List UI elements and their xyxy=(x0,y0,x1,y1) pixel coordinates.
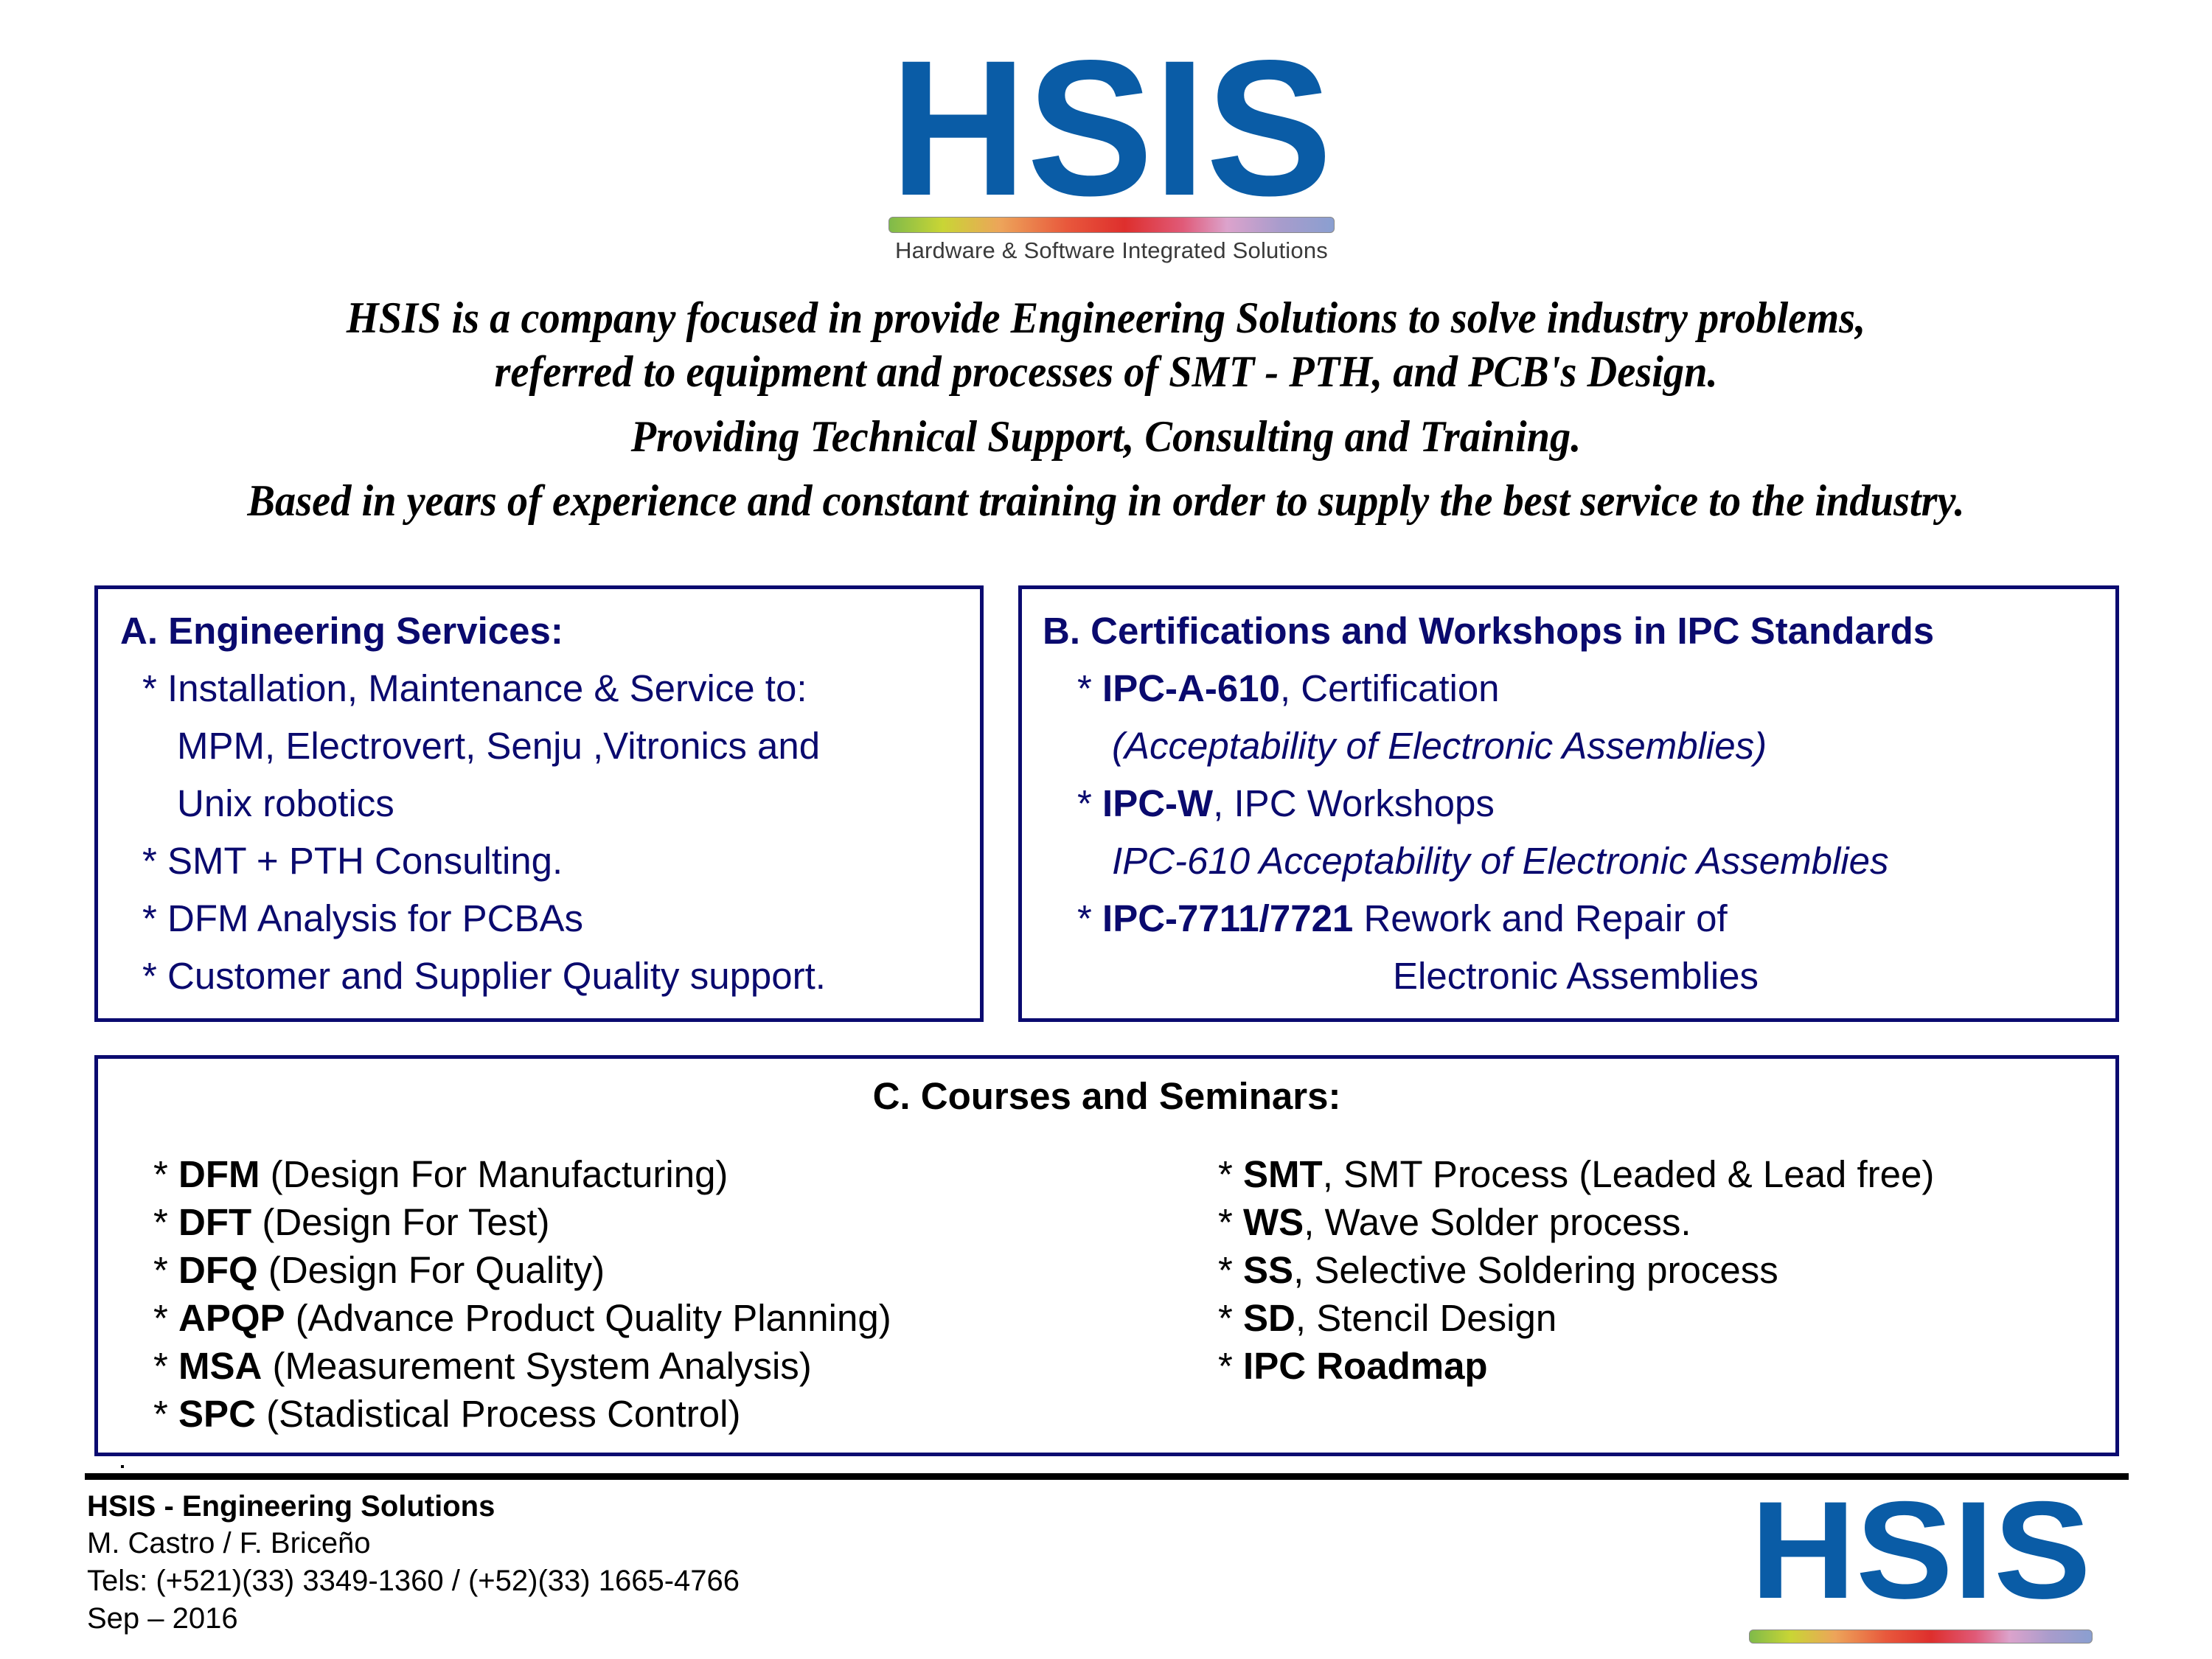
tagline-line-4: Based in years of experience and constant training in order to supply the best service to the industry. xyxy=(247,476,1965,525)
logo-subtitle: Hardware & Software Integrated Solutions xyxy=(895,237,1328,263)
course-ipc-roadmap: * IPC Roadmap xyxy=(1218,1345,1488,1387)
course-sd: * SD, Stencil Design xyxy=(1218,1297,1557,1339)
section-b-item-ipc-7711-cont: Electronic Assemblies xyxy=(1393,955,1759,997)
tagline-line-1: HSIS is a company focused in provide Engineering Solutions to solve industry problems, xyxy=(346,293,1866,342)
section-a-title: A. Engineering Services: xyxy=(120,610,563,652)
hsis-logo xyxy=(888,53,1335,274)
footer-company: HSIS - Engineering Solutions xyxy=(87,1490,495,1523)
section-b-item-ipc-w: * IPC-W, IPC Workshops xyxy=(1077,782,1495,824)
course-dft: * DFT (Design For Test) xyxy=(153,1201,550,1243)
course-msa: * MSA (Measurement System Analysis) xyxy=(153,1345,812,1387)
section-b-item-ipc-7711: * IPC-7711/7721 Rework and Repair of xyxy=(1077,897,1728,939)
course-smt: * SMT, SMT Process (Leaded & Lead free) xyxy=(1218,1153,1935,1195)
footer-phones: Tels: (+521)(33) 3349-1360 / (+52)(33) 1665-4766 xyxy=(87,1565,740,1597)
section-b-certifications xyxy=(1018,585,2119,1022)
course-spc: * SPC (Stadistical Process Control) xyxy=(153,1393,741,1435)
svg-text:HSIS: HSIS xyxy=(1750,1497,2091,1600)
section-a-item-1-cont-1: MPM, Electrovert, Senju ,Vitronics and xyxy=(177,725,821,767)
section-b-title: B. Certifications and Workshops in IPC Standards xyxy=(1043,610,1935,652)
footer-contacts: M. Castro / F. Briceño xyxy=(87,1527,371,1559)
svg-text:HSIS: HSIS xyxy=(890,53,1332,201)
footer-date: Sep – 2016 xyxy=(87,1602,238,1635)
hsis-logo-wordmark xyxy=(888,53,1335,201)
footer-logo-wordmark xyxy=(1749,1497,2093,1600)
tagline-line-2: referred to equipment and processes of SMT - PTH, and PCB's Design. xyxy=(494,347,1718,396)
footer-divider xyxy=(85,1473,2129,1480)
course-ss: * SS, Selective Soldering process xyxy=(1218,1249,1778,1291)
section-c-title: C. Courses and Seminars: xyxy=(872,1075,1341,1117)
course-apqp: * APQP (Advance Product Quality Planning) xyxy=(153,1297,891,1339)
course-dfm: * DFM (Design For Manufacturing) xyxy=(153,1153,728,1195)
logo-gradient-bar xyxy=(888,217,1335,233)
section-a-item-4: * Customer and Supplier Quality support. xyxy=(142,955,826,997)
tagline-line-3: Providing Technical Support, Consulting and Training. xyxy=(630,412,1582,461)
footer-hsis-logo xyxy=(1749,1497,2093,1644)
section-c-courses xyxy=(94,1055,2119,1456)
section-a-item-1: * Installation, Maintenance & Service to: xyxy=(142,667,807,709)
section-b-item-ipc-w-desc: IPC-610 Acceptability of Electronic Assemblies xyxy=(1112,840,1889,882)
footer-logo-gradient-bar xyxy=(1749,1630,2093,1644)
section-a-engineering-services xyxy=(94,585,984,1022)
section-a-item-1-cont-2: Unix robotics xyxy=(177,782,394,824)
section-b-item-ipc-a-610-desc: (Acceptability of Electronic Assemblies) xyxy=(1112,725,1767,767)
course-dfq: * DFQ (Design For Quality) xyxy=(153,1249,605,1291)
stray-dot xyxy=(121,1465,124,1468)
section-a-item-3: * DFM Analysis for PCBAs xyxy=(142,897,583,939)
section-b-item-ipc-a-610: * IPC-A-610, Certification xyxy=(1077,667,1500,709)
course-ws: * WS, Wave Solder process. xyxy=(1218,1201,1691,1243)
section-a-item-2: * SMT + PTH Consulting. xyxy=(142,840,563,882)
